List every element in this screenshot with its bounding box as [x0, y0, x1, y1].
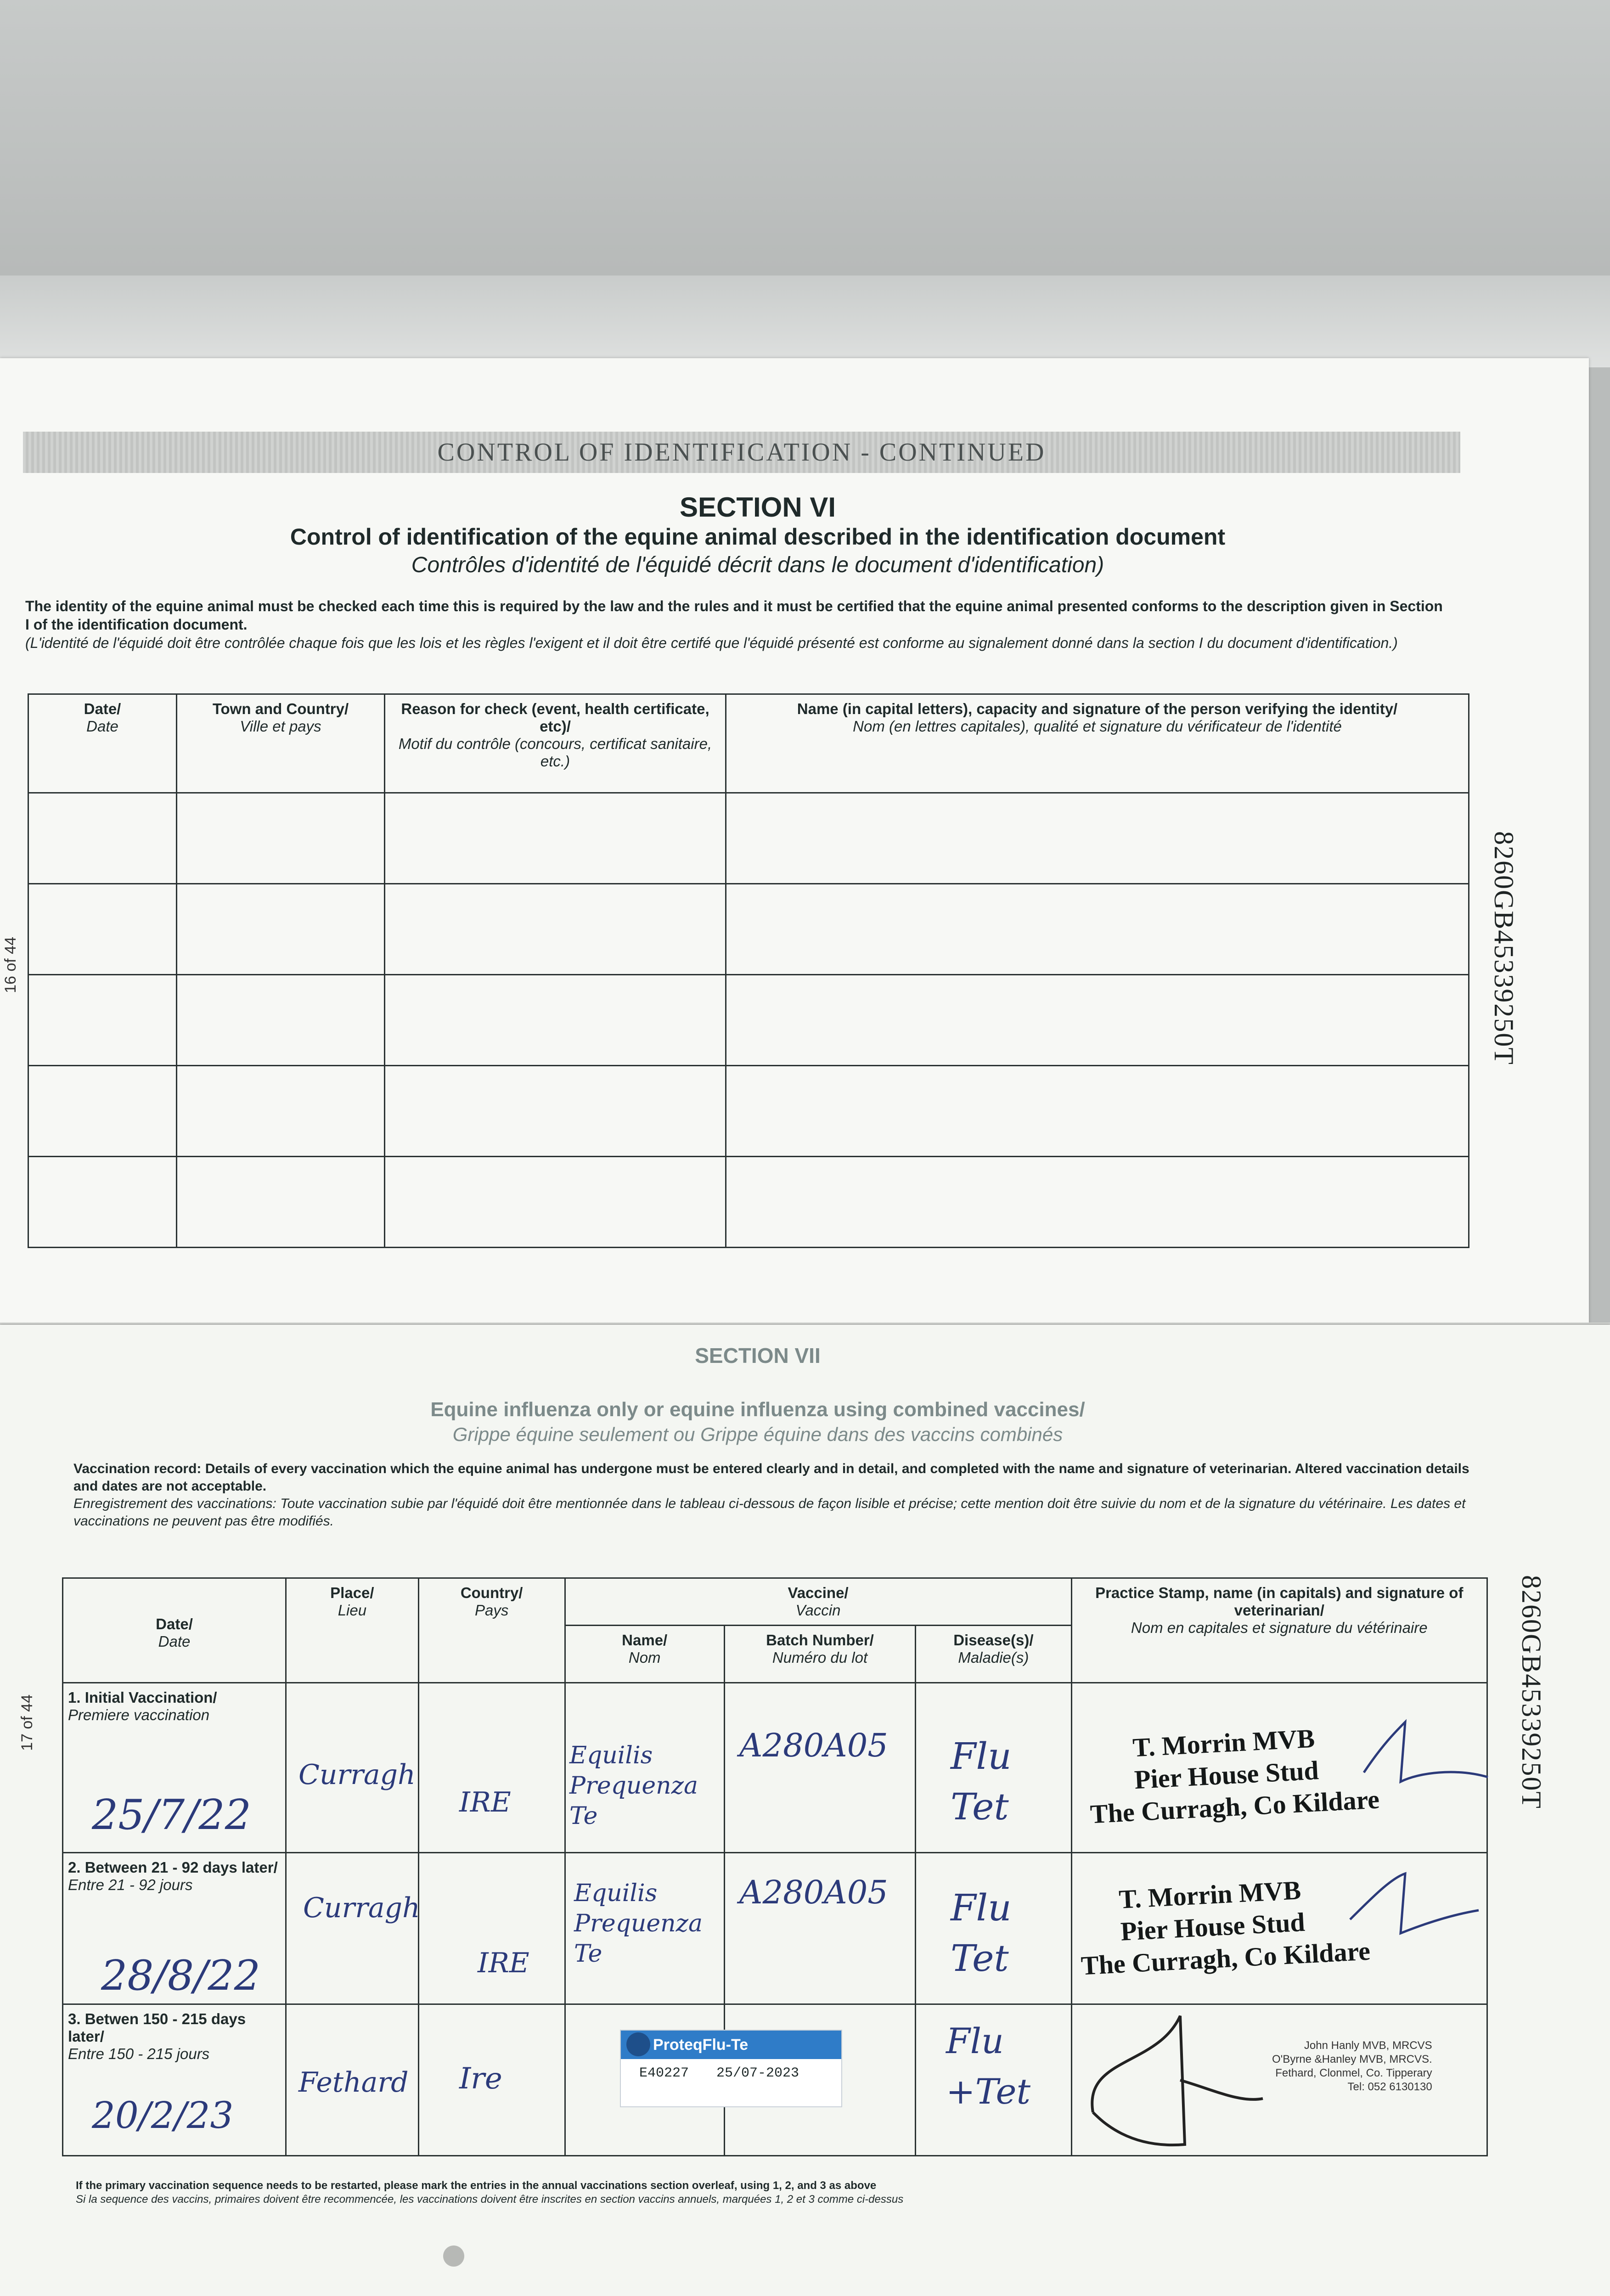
vacc-header-batch — [724, 1626, 915, 1683]
header-verifier — [726, 694, 1469, 793]
row2-date-handwritten: 28/8/22 — [101, 1952, 260, 2000]
header-date — [28, 694, 177, 793]
row1-country[interactable] — [418, 1683, 565, 1853]
vacc-header-vaccine-en: Vaccine/ — [788, 1584, 849, 1601]
cell-reason[interactable] — [385, 1157, 726, 1248]
header-town-en: Town and Country/ — [212, 700, 349, 717]
intro-fr: (L'identité de l'équidé doit être contrôlée chaque fois que les lois et les règles l'exigent et il doit être certifé que l'équidé présenté est conforme au signalement donné dans la section I du document d'identification.) — [25, 635, 1398, 651]
row1-label-en: 1. Initial Vaccination/ — [68, 1689, 217, 1706]
page-number-lower: 17 of 44 — [18, 1694, 36, 1751]
vacc-header-date-fr: Date — [158, 1633, 191, 1650]
table-row — [28, 884, 1469, 975]
header-date-fr: Date — [86, 718, 118, 735]
row1-stamp-line2: Pier House Stud — [1133, 1755, 1320, 1795]
record-fr: Enregistrement des vaccinations: Toute vaccination subie par l'équidé doit être mentionnée dans le tableau ci-dessous de façon lisible et précise; cette mention doit être suivie du nom et de la signature du vétérinaire. Les dates et vaccinations ne peuvent pas être modifiés. — [73, 1496, 1466, 1529]
sticker-values — [621, 2059, 841, 2081]
table-row — [28, 1157, 1469, 1248]
section-vi-intro — [25, 597, 1449, 652]
vacc-header-date — [63, 1578, 286, 1683]
vacc-header-disease-en: Disease(s)/ — [953, 1632, 1034, 1649]
record-en: Vaccination record: Details of every vaccination which the equine animal has undergone must be entered clearly and in detail, and completed with the name and signature of veterinarian. Altered vaccination details and dates are not acceptable. — [73, 1461, 1469, 1494]
row1-date-handwritten: 25/7/22 — [92, 1791, 251, 1839]
row2-signature — [1345, 1869, 1483, 1942]
row2-vet-stamp — [1077, 1871, 1371, 1982]
restart-footnote — [76, 2179, 903, 2206]
sticker-lot-label: Lot — [685, 2051, 697, 2060]
cell-town[interactable] — [177, 975, 385, 1066]
cell-date[interactable] — [28, 975, 177, 1066]
footnote-en: If the primary vaccination sequence needs to be restarted, please mark the entries in the annual vaccinations section overleaf, using 1, 2, and 3 as above — [76, 2179, 877, 2192]
cell-verifier[interactable] — [726, 793, 1469, 884]
cell-town[interactable] — [177, 1157, 385, 1248]
row3-stamp-line4: Tel: 052 6130130 — [1347, 2081, 1432, 2093]
section-vi-title-fr: Contrôles d'identité de l'équidé décrit dans le document d'identification) — [411, 553, 1104, 577]
vacc-header-name-en: Name/ — [622, 1632, 668, 1649]
proteq-logo-icon — [626, 2032, 650, 2056]
table-row — [28, 1066, 1469, 1157]
vacc-header-name — [565, 1626, 724, 1683]
vacc-header-row-1 — [63, 1578, 1487, 1626]
row1-vet-stamp — [1086, 1719, 1380, 1831]
vacc-header-place-en: Place/ — [330, 1584, 374, 1601]
passport-id-upper: 8260GB45339250T — [1489, 831, 1519, 1065]
cell-verifier[interactable] — [726, 975, 1469, 1066]
row2-country[interactable] — [418, 1853, 565, 2004]
vacc-header-stamp-en: Practice Stamp, name (in capitals) and signature of veterinarian/ — [1095, 1584, 1464, 1619]
vacc-header-country — [418, 1578, 565, 1683]
cell-town[interactable] — [177, 884, 385, 975]
row2-disease-handwritten: Flu Tet — [951, 1886, 1012, 1980]
header-reason-en: Reason for check (event, health certificate, etc)/ — [401, 700, 709, 735]
vacc-header-country-en: Country/ — [460, 1584, 523, 1601]
vacc-header-country-fr: Pays — [474, 1602, 509, 1619]
row2-label-fr: Entre 21 - 92 jours — [68, 1876, 193, 1893]
cell-date[interactable] — [28, 1066, 177, 1157]
header-date-en: Date/ — [84, 700, 121, 717]
row1-stamp-line3: The Curragh, Co Kildare — [1089, 1784, 1380, 1829]
row2-batch-handwritten: A280A05 — [739, 1874, 888, 1911]
table-row — [28, 793, 1469, 884]
row3-place-handwritten: Fethard — [298, 2066, 409, 2099]
cell-date[interactable] — [28, 1157, 177, 1248]
row1-label-fr: Premiere vaccination — [68, 1706, 210, 1723]
vacc-header-date-en: Date/ — [156, 1615, 193, 1632]
row2-country-handwritten: IRE — [478, 1947, 529, 1979]
cell-date[interactable] — [28, 793, 177, 884]
punch-hole — [443, 2245, 464, 2267]
row2-stamp-line1: T. Morrin MVB — [1118, 1875, 1302, 1914]
section-vii-heading: SECTION VII — [695, 1344, 821, 1367]
vacc-header-name-fr: Nom — [628, 1649, 661, 1666]
vacc-header-stamp — [1071, 1578, 1487, 1683]
section-vi-title-en: Control of identification of the equine animal described in the identification document — [290, 524, 1226, 550]
cell-verifier[interactable] — [726, 1066, 1469, 1157]
row1-signature — [1355, 1717, 1492, 1791]
header-verifier-fr: Nom (en lettres capitales), qualité et signature du vérificateur de l'identité — [853, 718, 1342, 735]
banner-text: CONTROL OF IDENTIFICATION - CONTINUED — [437, 438, 1046, 467]
intro-en: The identity of the equine animal must be checked each time this is required by the law and the rules and it must be certified that the equine animal presented conforms to the description given in Section I of the identification document. — [25, 598, 1443, 633]
row3-practice-stamp — [1272, 2039, 1432, 2094]
passport-id-lower: 8260GB45339250T — [1516, 1575, 1547, 1809]
row2-place[interactable] — [286, 1853, 419, 2004]
row3-stamp-line1: John Hanly MVB, MRCVS — [1304, 2039, 1432, 2052]
row3-date-handwritten: 20/2/23 — [92, 2094, 234, 2137]
row3-label-en: 3. Betwen 150 - 215 days later/ — [68, 2010, 246, 2045]
row3-label-fr: Entre 150 - 215 jours — [68, 2045, 210, 2062]
identity-check-table — [28, 693, 1469, 1248]
table-row — [28, 975, 1469, 1066]
plastic-sleeve-edge — [0, 276, 1610, 367]
row1-vaccine-name-handwritten: Equilis Prequenza Te — [569, 1742, 698, 1830]
vacc-header-batch-en: Batch Number/ — [766, 1632, 874, 1649]
vacc-header-batch-fr: Numéro du lot — [772, 1649, 868, 1666]
sticker-lot-value: E40227 — [639, 2065, 689, 2081]
table-header-row — [28, 694, 1469, 793]
header-town-fr: Ville et pays — [240, 718, 321, 735]
cell-reason[interactable] — [385, 793, 726, 884]
row3-country-handwritten: Ire — [459, 2062, 502, 2096]
sticker-exp-value: 25/07-2023 — [716, 2065, 799, 2081]
cell-verifier[interactable] — [726, 884, 1469, 975]
vaccination-record-instructions — [73, 1460, 1488, 1530]
section-vii-title-en: Equine influenza only or equine influenza using combined vaccines/ — [430, 1398, 1085, 1421]
row2-stamp-line3: The Curragh, Co Kildare — [1080, 1936, 1371, 1981]
row1-batch-handwritten: A280A05 — [739, 1727, 888, 1764]
cell-town[interactable] — [177, 793, 385, 884]
vacc-header-vaccine-fr: Vaccin — [795, 1602, 841, 1619]
row2-label-en: 2. Between 21 - 92 days later/ — [68, 1859, 278, 1876]
sticker-exp-label: EXP. — [795, 2051, 813, 2060]
vacc-header-place-fr: Lieu — [338, 1602, 367, 1619]
row1-batch[interactable] — [724, 1683, 915, 1853]
section-vi-heading: SECTION VI — [679, 492, 836, 523]
row1-disease-handwritten: Flu Tet — [951, 1735, 1012, 1828]
row3-stamp-line2: O'Byrne &Hanley MVB, MRCVS. — [1272, 2053, 1432, 2065]
header-reason — [385, 694, 726, 793]
header-town — [177, 694, 385, 793]
vacc-header-vaccine — [565, 1578, 1071, 1626]
section-vii-title-fr: Grippe équine seulement ou Grippe équine dans des vaccins combinés — [452, 1424, 1063, 1445]
cell-reason[interactable] — [385, 975, 726, 1066]
header-verifier-en: Name (in capital letters), capacity and signature of the person verifying the identity/ — [797, 700, 1398, 717]
header-reason-fr: Motif du contrôle (concours, certificat sanitaire, etc.) — [398, 735, 712, 770]
row3-disease-handwritten: Flu +Tet — [946, 2020, 1030, 2112]
sticker-brand-text: ProteqFlu-Te — [653, 2036, 749, 2054]
vacc-header-disease — [916, 1626, 1071, 1683]
row3-signature — [1075, 2011, 1267, 2158]
vacc-header-place — [286, 1578, 419, 1683]
row1-place-handwritten: Curragh — [298, 1759, 416, 1791]
footnote-fr: Si la sequence des vaccins, primaires doivent être recommencée, les vaccinations doivent être inscrites en section vaccins annuels, marquées 1, 2 et 3 comme ci-dessus — [76, 2193, 904, 2206]
row1-country-handwritten: IRE — [459, 1786, 511, 1818]
continued-banner — [23, 432, 1460, 473]
vacc-header-stamp-fr: Nom en capitales et signature du vétérinaire — [1131, 1619, 1428, 1636]
vaccine-batch-sticker — [620, 2030, 842, 2107]
row1-stamp-line1: T. Morrin MVB — [1132, 1723, 1316, 1763]
vacc-header-disease-fr: Maladie(s) — [958, 1649, 1029, 1666]
cell-date[interactable] — [28, 884, 177, 975]
cell-town[interactable] — [177, 1066, 385, 1157]
row2-place-handwritten: Curragh — [303, 1892, 420, 1924]
cell-reason[interactable] — [385, 1066, 726, 1157]
row2-vaccine-name-handwritten: Equilis Prequenza Te — [574, 1880, 703, 1968]
page-number-upper: 16 of 44 — [2, 937, 19, 993]
row3-stamp-line3: Fethard, Clonmel, Co. Tipperary — [1275, 2067, 1432, 2079]
row2-stamp-line2: Pier House Stud — [1120, 1907, 1306, 1947]
cell-verifier[interactable] — [726, 1157, 1469, 1248]
cell-reason[interactable] — [385, 884, 726, 975]
